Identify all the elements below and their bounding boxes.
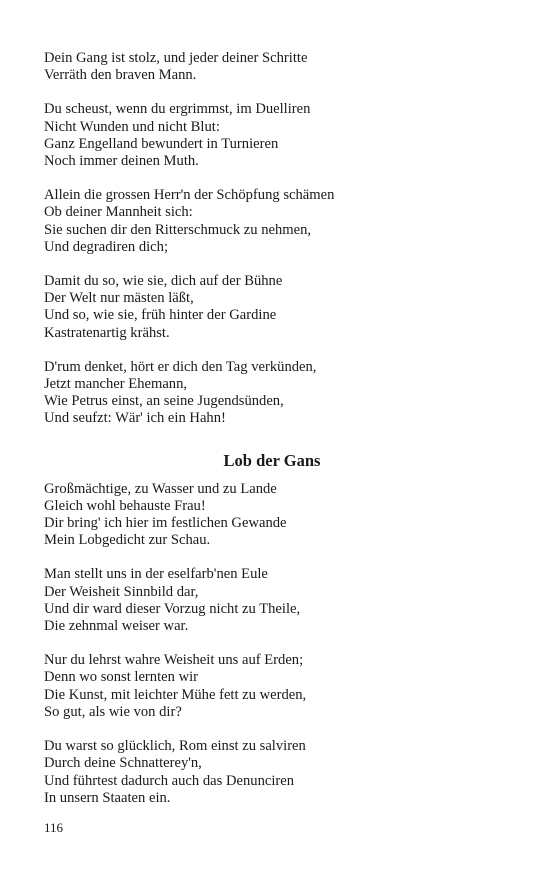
- verse-line: Sie suchen dir den Ritterschmuck zu nehmen,: [44, 221, 312, 238]
- verse-line: Und seufzt: Wär' ich ein Hahn!: [44, 410, 226, 427]
- verse-line: Und dir ward dieser Vorzug nicht zu Theile,: [44, 600, 301, 617]
- verse-line: Durch deine Schnatterey'n,: [44, 755, 202, 772]
- verse-line: Damit du so, wie sie, dich auf der Bühne: [44, 273, 283, 290]
- page-body: [44, 50, 514, 824]
- verse-line: Ob deiner Mannheit sich:: [44, 204, 193, 221]
- verse-line: Nur du lehrst wahre Weisheit uns auf Erden;: [44, 652, 304, 669]
- stanza: [44, 187, 514, 256]
- verse-line: Dir bring' ich hier im festlichen Gewande: [44, 515, 287, 532]
- verse-line: Nicht Wunden und nicht Blut:: [44, 118, 220, 135]
- verse-line: Wie Petrus einst, an seine Jugendsünden,: [44, 393, 284, 410]
- verse-line: D'rum denket, hört er dich den Tag verkünden,: [44, 358, 317, 375]
- poem-continued: [44, 50, 514, 428]
- stanza: [44, 50, 514, 84]
- verse-line: Und so, wie sie, früh hinter der Gardine: [44, 307, 277, 324]
- verse-line: Und führtest dadurch auch das Denunciren: [44, 772, 295, 789]
- verse-line: So gut, als wie von dir?: [44, 703, 182, 720]
- verse-line: In unsern Staaten ein.: [44, 789, 171, 806]
- verse-line: Du warst so glücklich, Rom einst zu salviren: [44, 738, 306, 755]
- verse-line: Dein Gang ist stolz, und jeder deiner Schritte: [44, 50, 308, 66]
- verse-line: Und degradiren dich;: [44, 238, 169, 255]
- verse-line: Der Welt nur mästen läßt,: [44, 290, 194, 307]
- stanza: [44, 273, 514, 342]
- poem-lob-der-gans: [44, 481, 514, 807]
- verse-line: Verräth den braven Mann.: [44, 67, 197, 84]
- stanza: [44, 359, 514, 428]
- stanza: [44, 566, 514, 635]
- verse-line: Jetzt mancher Ehemann,: [44, 376, 188, 393]
- verse-line: Kastratenartig krähst.: [44, 324, 170, 341]
- stanza: [44, 652, 514, 721]
- verse-line: Man stellt uns in der eselfarb'nen Eule: [44, 566, 268, 583]
- verse-line: Die Kunst, mit leichter Mühe fett zu werden,: [44, 686, 307, 703]
- verse-line: Du scheust, wenn du ergrimmst, im Duelliren: [44, 101, 311, 118]
- verse-line: Noch immer deinen Muth.: [44, 153, 199, 170]
- stanza: [44, 481, 514, 550]
- verse-line: Die zehnmal weiser war.: [44, 618, 189, 635]
- verse-line: Großmächtige, zu Wasser und zu Lande: [44, 480, 277, 497]
- page-number: 116: [44, 820, 64, 835]
- verse-line: Denn wo sonst lernten wir: [44, 669, 199, 686]
- stanza: [44, 101, 514, 170]
- verse-line: Mein Lobgedicht zur Schau.: [44, 532, 211, 549]
- poem-title: Lob der Gans: [223, 450, 321, 470]
- verse-line: Ganz Engelland bewundert in Turnieren: [44, 135, 279, 152]
- stanza: [44, 738, 514, 807]
- verse-line: Gleich wohl behauste Frau!: [44, 497, 206, 514]
- verse-line: Der Weisheit Sinnbild dar,: [44, 583, 199, 600]
- verse-line: Allein die grossen Herr'n der Schöpfung schämen: [44, 187, 335, 204]
